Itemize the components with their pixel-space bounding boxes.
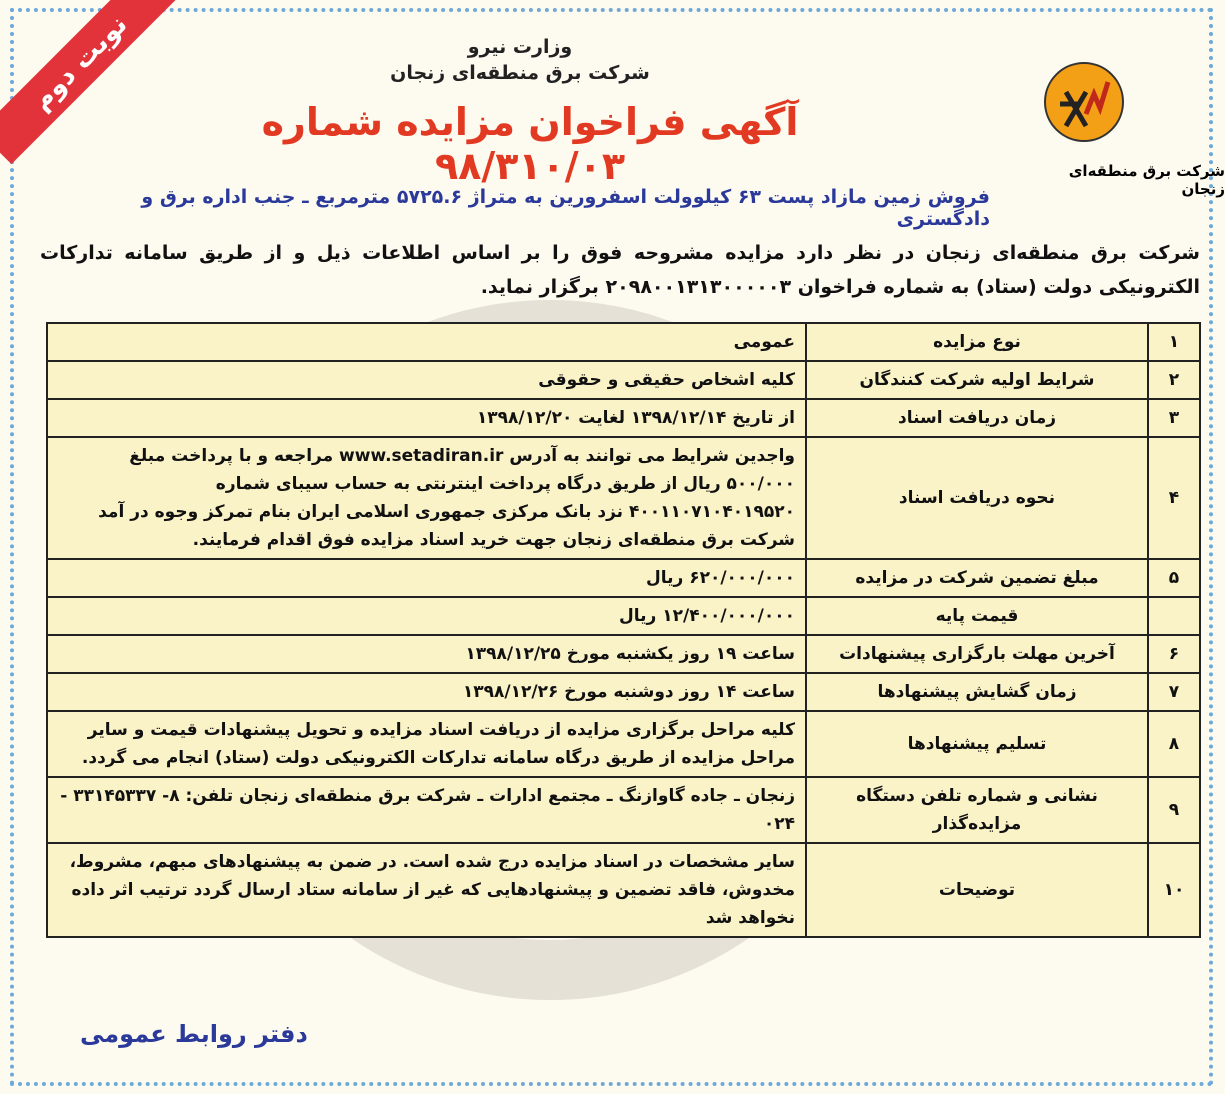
row-value: کلیه مراحل برگزاری مزایده از دریافت اسناد مزایده و تحویل پیشنهادات قیمت و سایر مراحل مزایده از طریق درگاه سامانه تدارکات الکترونیکی دولت (ستاد) انجام می گردد.	[47, 711, 806, 777]
row-value: کلیه اشخاص حقیقی و حقوقی	[47, 361, 806, 399]
row-number: ۶	[1148, 635, 1200, 673]
row-number: ۱۰	[1148, 843, 1200, 937]
table-row	[47, 361, 1200, 399]
second-round-badge: نوبت دوم	[0, 0, 181, 164]
company-logo-icon	[1044, 62, 1124, 142]
row-value: ساعت ۱۹ روز یکشنبه مورخ ۱۳۹۸/۱۲/۲۵	[47, 635, 806, 673]
public-relations-signature: دفتر روابط عمومی	[80, 1020, 308, 1048]
row-label: مبلغ تضمین شرکت در مزایده	[806, 559, 1148, 597]
row-number: ۵	[1148, 559, 1200, 597]
auction-details-table	[46, 322, 1201, 938]
company-name: شرکت برق منطقه‌ای زنجان	[390, 62, 650, 84]
row-number	[1148, 597, 1200, 635]
row-value: ساعت ۱۴ روز دوشنبه مورخ ۱۳۹۸/۱۲/۲۶	[47, 673, 806, 711]
row-number: ۳	[1148, 399, 1200, 437]
row-value: عمومی	[47, 323, 806, 361]
row-value: واجدین شرایط می توانند به آدرس www.setadiran.ir مراجعه و با پرداخت مبلغ ۵۰۰/۰۰۰ ریال از طریق درگاه پرداخت اینترنتی به حساب سیبای شماره ۴۰۰۱۱۰۷۱۰۴۰۱۹۵۲۰ نزد بانک مرکزی جمهوری اسلامی ایران بنام تمرکز وجوه در آمد شرکت برق منطقه‌ای زنجان جهت خرید اسناد مزایده فوق اقدام فرمایند.	[47, 437, 806, 559]
table-row	[47, 437, 1200, 559]
row-value: سایر مشخصات در اسناد مزایده درج شده است. در ضمن به پیشنهادهای مبهم، مشروط، مخدوش، فاقد تضمین و پیشنهادهایی که غیر از سامانه ستاد ارسال گردد ترتیب اثر داده نخواهد شد	[47, 843, 806, 937]
row-number: ۸	[1148, 711, 1200, 777]
row-label: نشانی و شماره تلفن دستگاه مزایده‌گذار	[806, 777, 1148, 843]
row-label: قیمت پایه	[806, 597, 1148, 635]
row-label: آخرین مهلت بارگزاری پیشنهادات	[806, 635, 1148, 673]
table-row	[47, 843, 1200, 937]
ministry-name: وزارت نیرو	[467, 36, 573, 58]
table-row	[47, 559, 1200, 597]
table-row	[47, 323, 1200, 361]
row-label: نوع مزایده	[806, 323, 1148, 361]
table-row	[47, 673, 1200, 711]
row-value: از تاریخ ۱۳۹۸/۱۲/۱۴ لغایت ۱۳۹۸/۱۲/۲۰	[47, 399, 806, 437]
table-row	[47, 711, 1200, 777]
notice-title: آگهی فراخوان مزایده شماره ۹۸/۳۱۰/۰۳	[261, 100, 799, 188]
row-label: تسلیم پیشنهادها	[806, 711, 1148, 777]
table-row	[47, 635, 1200, 673]
notice-subtitle: فروش زمین مازاد پست ۶۳ کیلوولت اسفرورین به متراژ ۵۷۲۵.۶ مترمربع ـ جنب اداره برق و دادگستری	[141, 186, 990, 230]
row-value: زنجان ـ جاده گاوازنگ ـ مجتمع ادارات ـ شرکت برق منطقه‌ای زنجان تلفن: ۸- ۳۳۱۴۵۳۳۷ - ۰۲۴	[47, 777, 806, 843]
row-number: ۷	[1148, 673, 1200, 711]
row-label: زمان دریافت اسناد	[806, 399, 1148, 437]
table-row	[47, 597, 1200, 635]
table-row	[47, 777, 1200, 843]
row-value: ۱۲/۴۰۰/۰۰۰/۰۰۰ ریال	[47, 597, 806, 635]
intro-paragraph: شرکت برق منطقه‌ای زنجان در نظر دارد مزایده مشروحه فوق را بر اساس اطلاعات ذیل و از طریق سامانه تدارکات الکترونیکی دولت (ستاد) به شماره فراخوان ۲۰۹۸۰۰۱۳۱۳۰۰۰۰۰۳ برگزار نماید.	[40, 242, 1200, 298]
row-label: توضیحات	[806, 843, 1148, 937]
row-label: زمان گشایش پیشنهادها	[806, 673, 1148, 711]
row-number: ۴	[1148, 437, 1200, 559]
row-value: ۶۲۰/۰۰۰/۰۰۰ ریال	[47, 559, 806, 597]
row-label: شرایط اولیه شرکت کنندگان	[806, 361, 1148, 399]
logo-caption: شرکت برق منطقه‌ای زنجان	[1068, 162, 1225, 198]
row-number: ۱	[1148, 323, 1200, 361]
table-row	[47, 399, 1200, 437]
row-number: ۹	[1148, 777, 1200, 843]
row-label: نحوه دریافت اسناد	[806, 437, 1148, 559]
issuer-header	[380, 34, 660, 86]
row-number: ۲	[1148, 361, 1200, 399]
